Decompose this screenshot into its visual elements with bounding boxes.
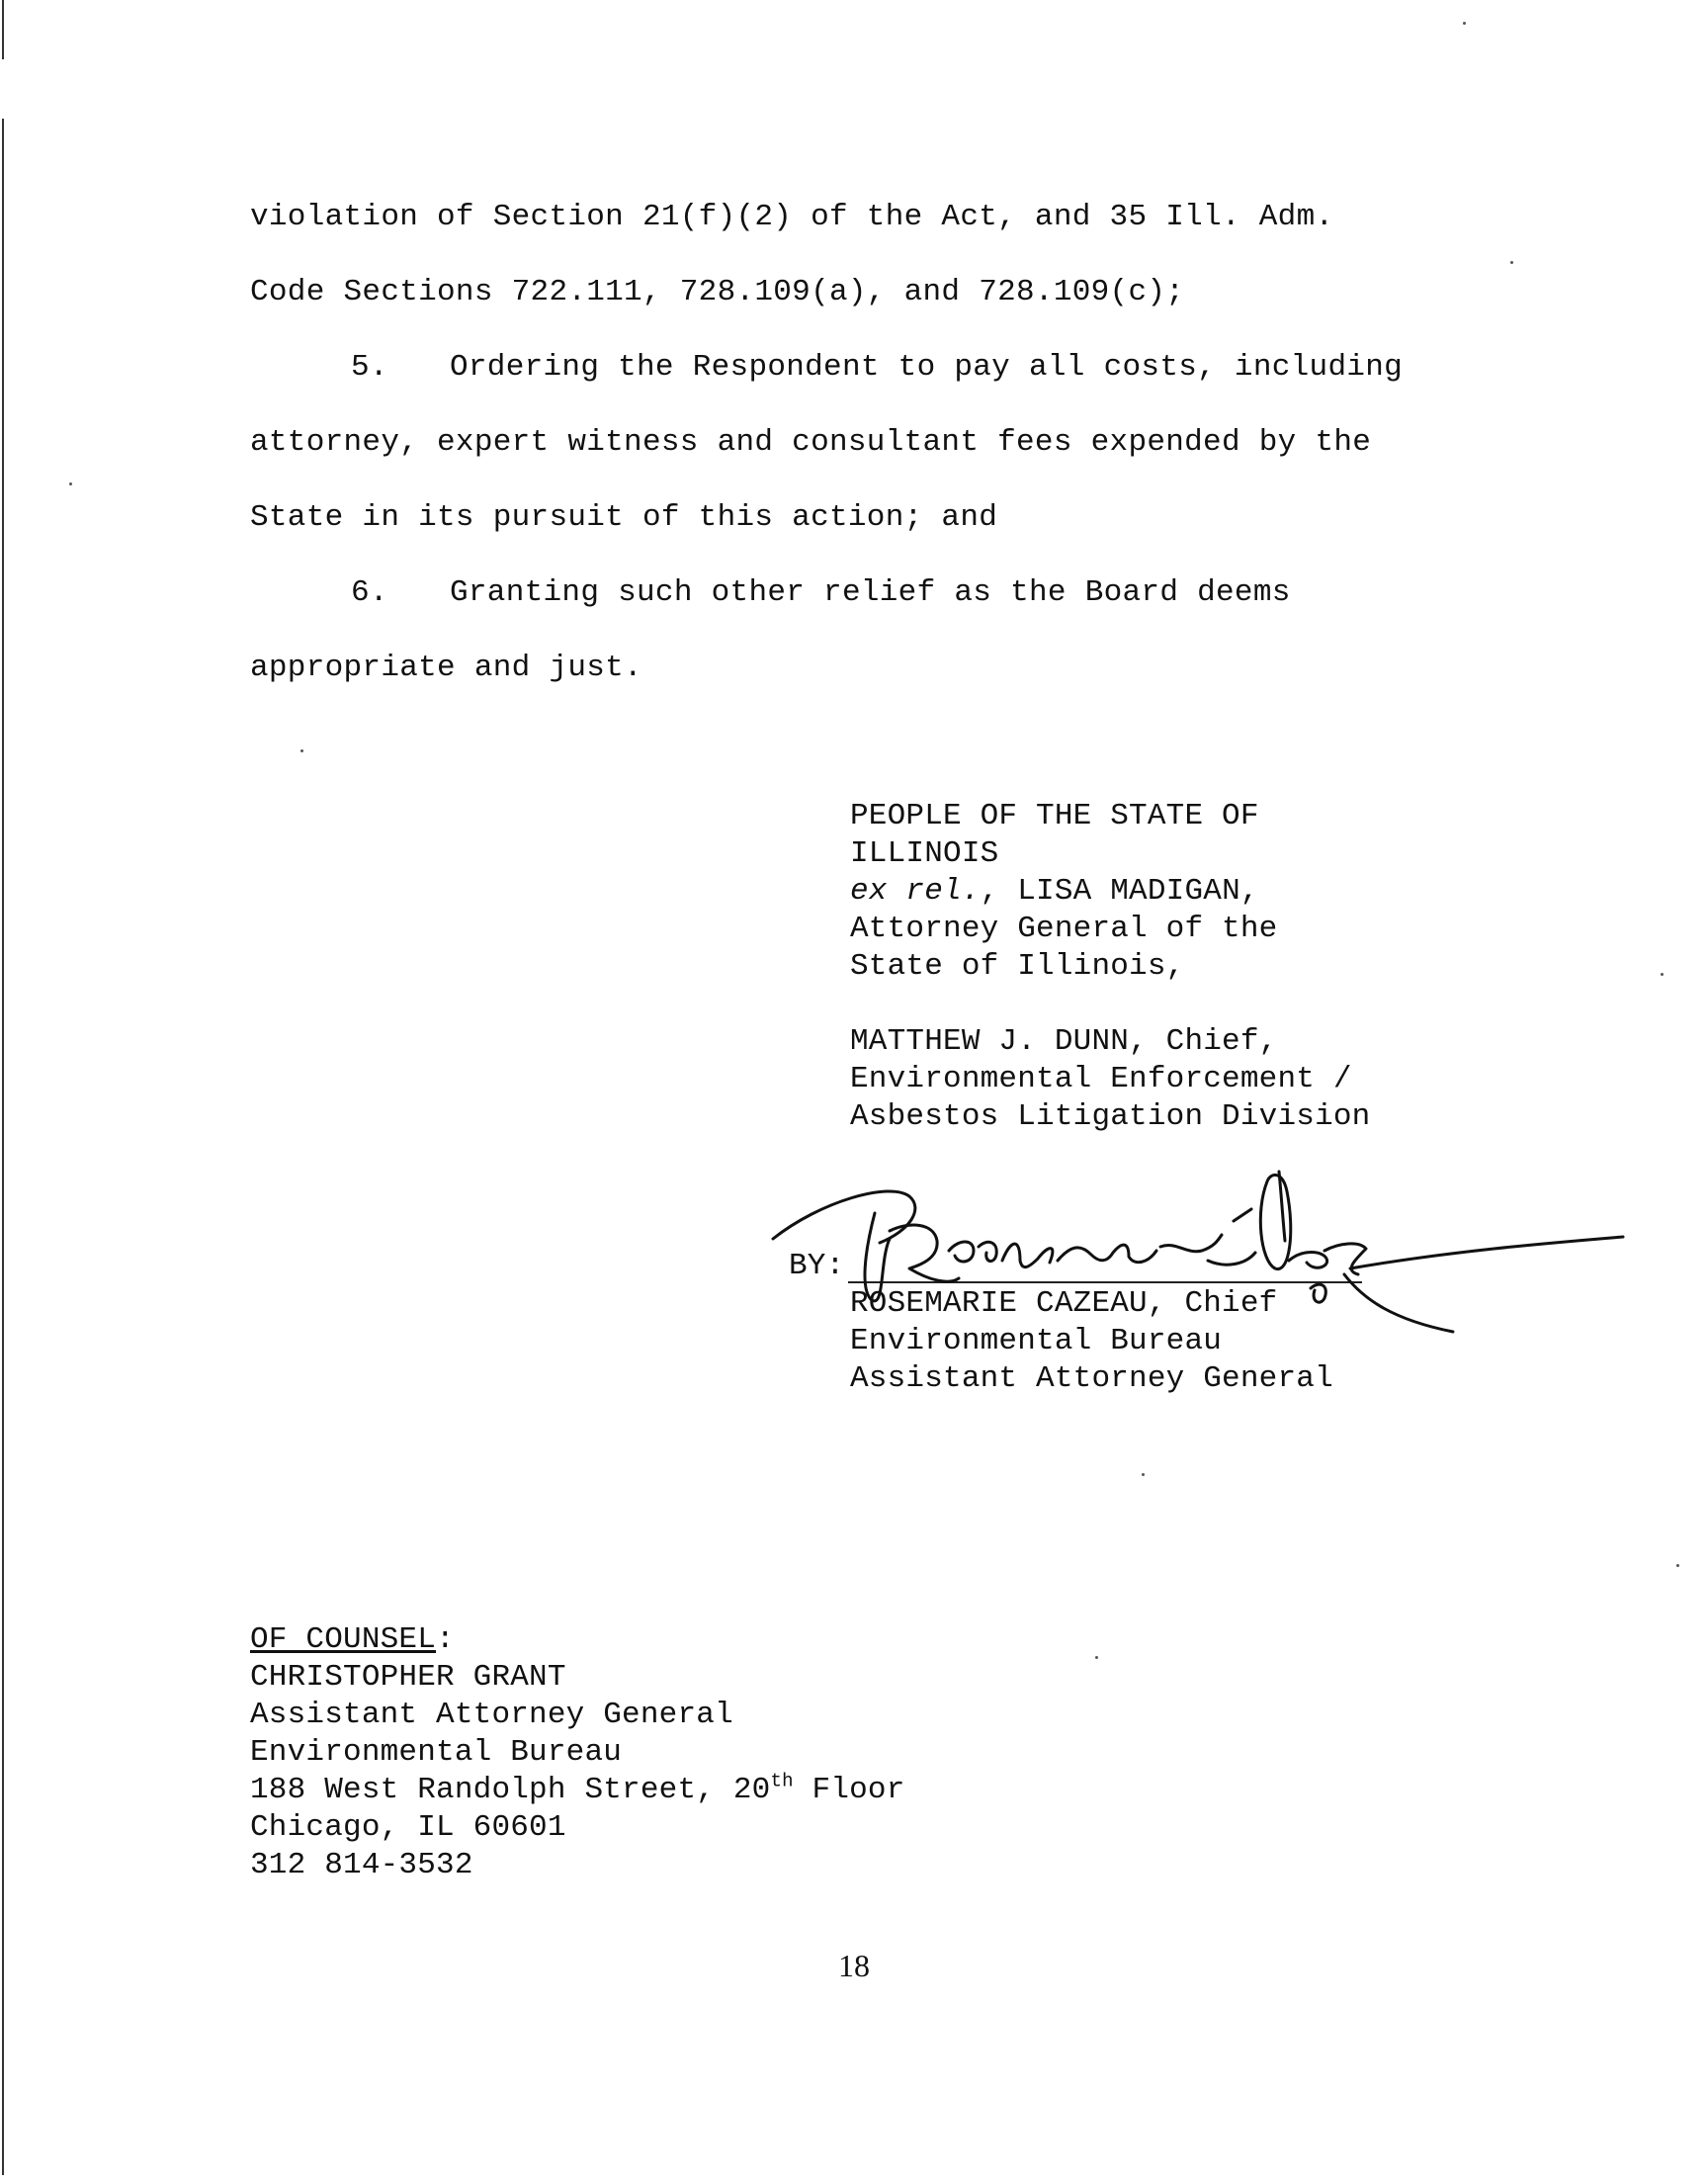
counsel-title: Assistant Attorney General: [250, 1698, 733, 1732]
item-number: 5.: [351, 350, 388, 385]
counsel-name: CHRISTOPHER GRANT: [250, 1660, 566, 1695]
counsel-phone: 312 814-3532: [250, 1848, 473, 1882]
counsel-city: Chicago, IL 60601: [250, 1810, 566, 1845]
by-label: BY:: [789, 1249, 845, 1283]
signatory-name: ROSEMARIE CAZEAU, Chief: [850, 1286, 1278, 1321]
body-text-line: attorney, expert witness and consultant fees expended by the: [250, 425, 1372, 460]
ex-rel-rest: , LISA MADIGAN,: [980, 874, 1259, 909]
counsel-heading-colon: :: [436, 1622, 455, 1657]
scan-speck: [1463, 22, 1466, 25]
scan-speck: [1676, 1564, 1679, 1567]
scan-speck: [1510, 261, 1513, 264]
item-number: 6.: [351, 575, 388, 610]
body-text-line: Granting such other relief as the Board deems: [450, 575, 1291, 610]
scan-speck: [1095, 1656, 1098, 1659]
body-text-line: appropriate and just.: [250, 651, 642, 685]
scan-edge-line: [2, 119, 4, 2175]
scan-speck: [1142, 1473, 1145, 1476]
signatory-title: Environmental Bureau: [850, 1324, 1223, 1358]
scan-speck: [300, 749, 303, 752]
handwritten-signature: [761, 1152, 1631, 1389]
scan-edge-line: [2, 0, 4, 59]
attorney-general-line: Attorney General of the: [850, 912, 1278, 946]
page-number: 18: [838, 1948, 870, 1983]
counsel-heading: [250, 1621, 455, 1659]
chief-line: Asbestos Litigation Division: [850, 1099, 1371, 1134]
ex-rel-text: ex rel.: [850, 874, 981, 909]
party-name-line: ILLINOIS: [850, 836, 999, 871]
chief-line: Environmental Enforcement /: [850, 1062, 1352, 1096]
address-part-2: Floor: [793, 1773, 905, 1807]
chief-line: MATTHEW J. DUNN, Chief,: [850, 1024, 1278, 1059]
counsel-heading-text: OF COUNSEL: [250, 1622, 437, 1657]
address-part-1: 188 West Randolph Street, 20: [250, 1773, 771, 1807]
body-text-line: Ordering the Respondent to pay all costs, including: [450, 350, 1404, 385]
scan-speck: [69, 482, 72, 485]
body-text-line: Code Sections 722.111, 728.109(a), and 728.109(c);: [250, 275, 1185, 309]
ex-rel-line: [850, 873, 1259, 911]
attorney-general-line: State of Illinois,: [850, 949, 1185, 984]
signatory-title: Assistant Attorney General: [850, 1361, 1333, 1396]
counsel-bureau: Environmental Bureau: [250, 1735, 623, 1770]
scan-speck: [1661, 973, 1664, 976]
address-superscript: th: [770, 1770, 794, 1792]
party-name-line: PEOPLE OF THE STATE OF: [850, 799, 1259, 833]
body-text-line: violation of Section 21(f)(2) of the Act, and 35 Ill. Adm.: [250, 200, 1334, 234]
counsel-address: [250, 1772, 905, 1809]
body-text-line: State in its pursuit of this action; and: [250, 500, 998, 535]
